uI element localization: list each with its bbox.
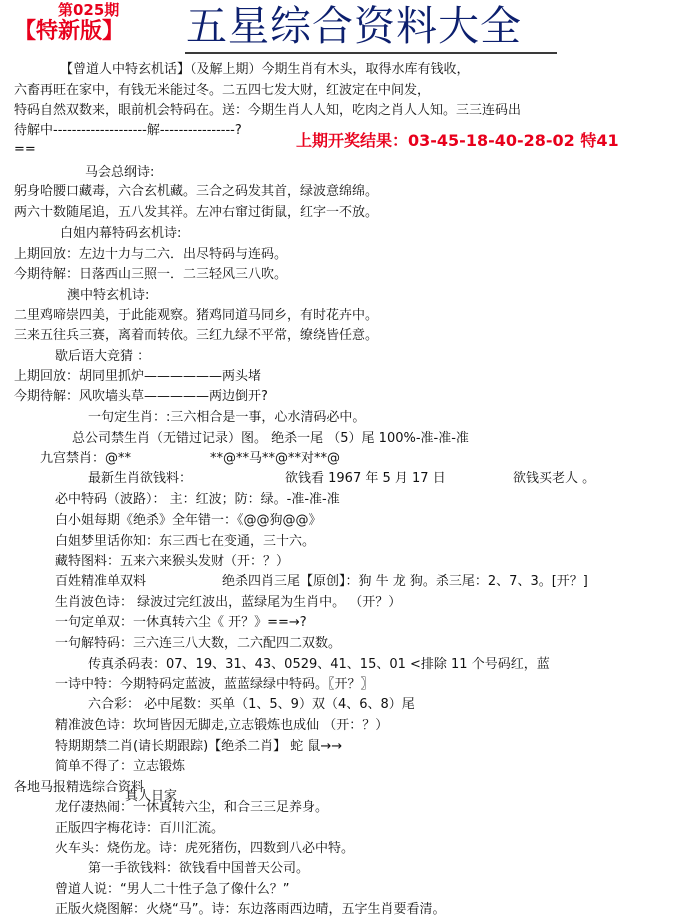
text-line: 藏特图料：五来六来猴头发财（开：？） — [55, 554, 290, 569]
text-line: 火车头：烧伤龙。诗：虎死猪伤，四数到八必中特。 — [55, 841, 355, 856]
text-line: 【曾道人中特玄机话】（及解上期）今期生肖有木头，取得水库有钱收， — [60, 62, 470, 77]
page-title: 五星综合资料大全 — [186, 2, 522, 50]
text-line: 一句解特码：三六连三八大数，二六配四二双数。 — [55, 636, 342, 651]
edition-label: 【特新版】 — [14, 19, 125, 44]
text-line: 最新生肖欲钱料： — [88, 471, 193, 486]
text-line: 绝杀四肖三尾【原创】：狗 牛 龙 狗。杀三尾：2、7、3。[开？] — [222, 574, 588, 589]
text-line: 躬身哈腰口藏毒，六合玄机藏。三合之码发其首，绿波意绵绵。 — [14, 184, 379, 199]
text-line: 歇后语大竞猜 ： — [55, 349, 151, 364]
text-line: 龙仔凄热闹：一休真转六尘，和合三三足养身。 — [55, 800, 329, 815]
text-line: 特期期禁二肖(请长期跟踪)【绝杀二肖】 蛇 鼠→→ — [55, 739, 343, 754]
text-line: 正版四字梅花诗：百川汇流。 — [55, 821, 225, 836]
text-line: 总公司禁生肖（无错过记录）图。 绝杀一尾 （5）尾 100%-准-准-准 — [72, 431, 469, 446]
text-line: 六合彩： 必中尾数：买单（1、5、9）双（4、6、8）尾 — [88, 697, 415, 712]
text-line: 今期待解：日落西山三照一．二三轻风三八吹。 — [14, 267, 288, 282]
text-line: 待解中--------------------解----------------? — [14, 123, 242, 138]
text-line: 曾道人说：“男人二十性子急了像什么？” — [55, 882, 290, 897]
text-line: 马会总纲诗: — [85, 165, 155, 180]
text-line: 六畜再旺在家中，有钱无米能过冬。二五四七发大财，红波定在中间发， — [14, 83, 431, 98]
text-line: 真人日家 — [125, 789, 178, 804]
text-line: 第一手欲钱料：欲钱看中国普天公司。 — [88, 861, 310, 876]
text-line: 上期回放：胡同里抓炉——————两头堵 — [14, 369, 262, 384]
title-underline — [185, 52, 557, 54]
issue-number: 第025期 — [58, 1, 120, 19]
text-line: 精准波色诗：坎坷皆因无脚走,立志锻炼也成仙 （开：？） — [55, 718, 389, 733]
text-line: 白姐梦里话你知：东三西七在变通，三十六。 — [55, 534, 316, 549]
text-line: 生肖波色诗： 绿波过完红波出，蓝绿尾为生肖中。 （开？） — [55, 595, 402, 610]
text-line: 各地马报精选综合资料 — [14, 780, 145, 795]
text-line: == — [14, 142, 36, 157]
text-line: 澳中特玄机诗: — [67, 288, 150, 303]
text-line: 特码自然双数来，眼前机会特码在。送：今期生肖人人知，吃肉之肖人人知。三三连码出 — [14, 103, 522, 118]
text-line: 一诗中特：今期特码定蓝波，蓝蓝绿绿中特码。〖开？〗 — [55, 677, 374, 692]
text-line: 九宫禁肖：@** — [40, 451, 132, 466]
text-line: 二里鸡啼崇四美，于此能观察。猪鸡同道马同乡，有时花卉中。 — [14, 308, 379, 323]
text-line: 正版火烧图解：火烧“马”。诗：东边落雨西边晴，五字生肖要看清。 — [55, 902, 446, 917]
previous-result-banner: 上期开奖结果：03-45-18-40-28-02 特41 — [296, 131, 619, 150]
text-line: 简单不得了：立志锻炼 — [55, 759, 186, 774]
text-line: 两六十数随尾追，五八发其祥。左冲右窜过街鼠，红字一不放。 — [14, 205, 379, 220]
text-line: 百姓精准单双料 — [55, 574, 147, 589]
text-line: **@**马**@**对**@ — [210, 451, 341, 466]
text-line: 三来五往兵三赛，离着而转依。三红九绿不平常，缭绕皆任意。 — [14, 328, 379, 343]
text-line: 传真杀码表：07、19、31、43、0529、41、15、01 <排除 11 个号码红，蓝 — [88, 657, 550, 672]
text-line: 一句定生肖：:三六相合是一事，心水清码必中。 — [88, 410, 366, 425]
text-line: 一句定单双：一休真转六尘《 开？》==→? — [55, 615, 307, 630]
text-line: 今期待解：风吹墙头草—————两边倒开? — [14, 389, 268, 404]
text-line: 欲钱买老人 。 — [513, 471, 596, 486]
text-line: 白姐内幕特码玄机诗: — [60, 226, 182, 241]
text-line: 白小姐每期《绝杀》全年错一：《@@狗@@》 — [55, 513, 322, 528]
text-line: 必中特码（波路）： 主：红波；防：绿。-准-准-准 — [55, 492, 340, 507]
text-line: 欲钱看 1967 年 5 月 17 日 — [285, 471, 446, 486]
text-line: 上期回放：左边十力与二六．出尽特码与连码。 — [14, 247, 288, 262]
